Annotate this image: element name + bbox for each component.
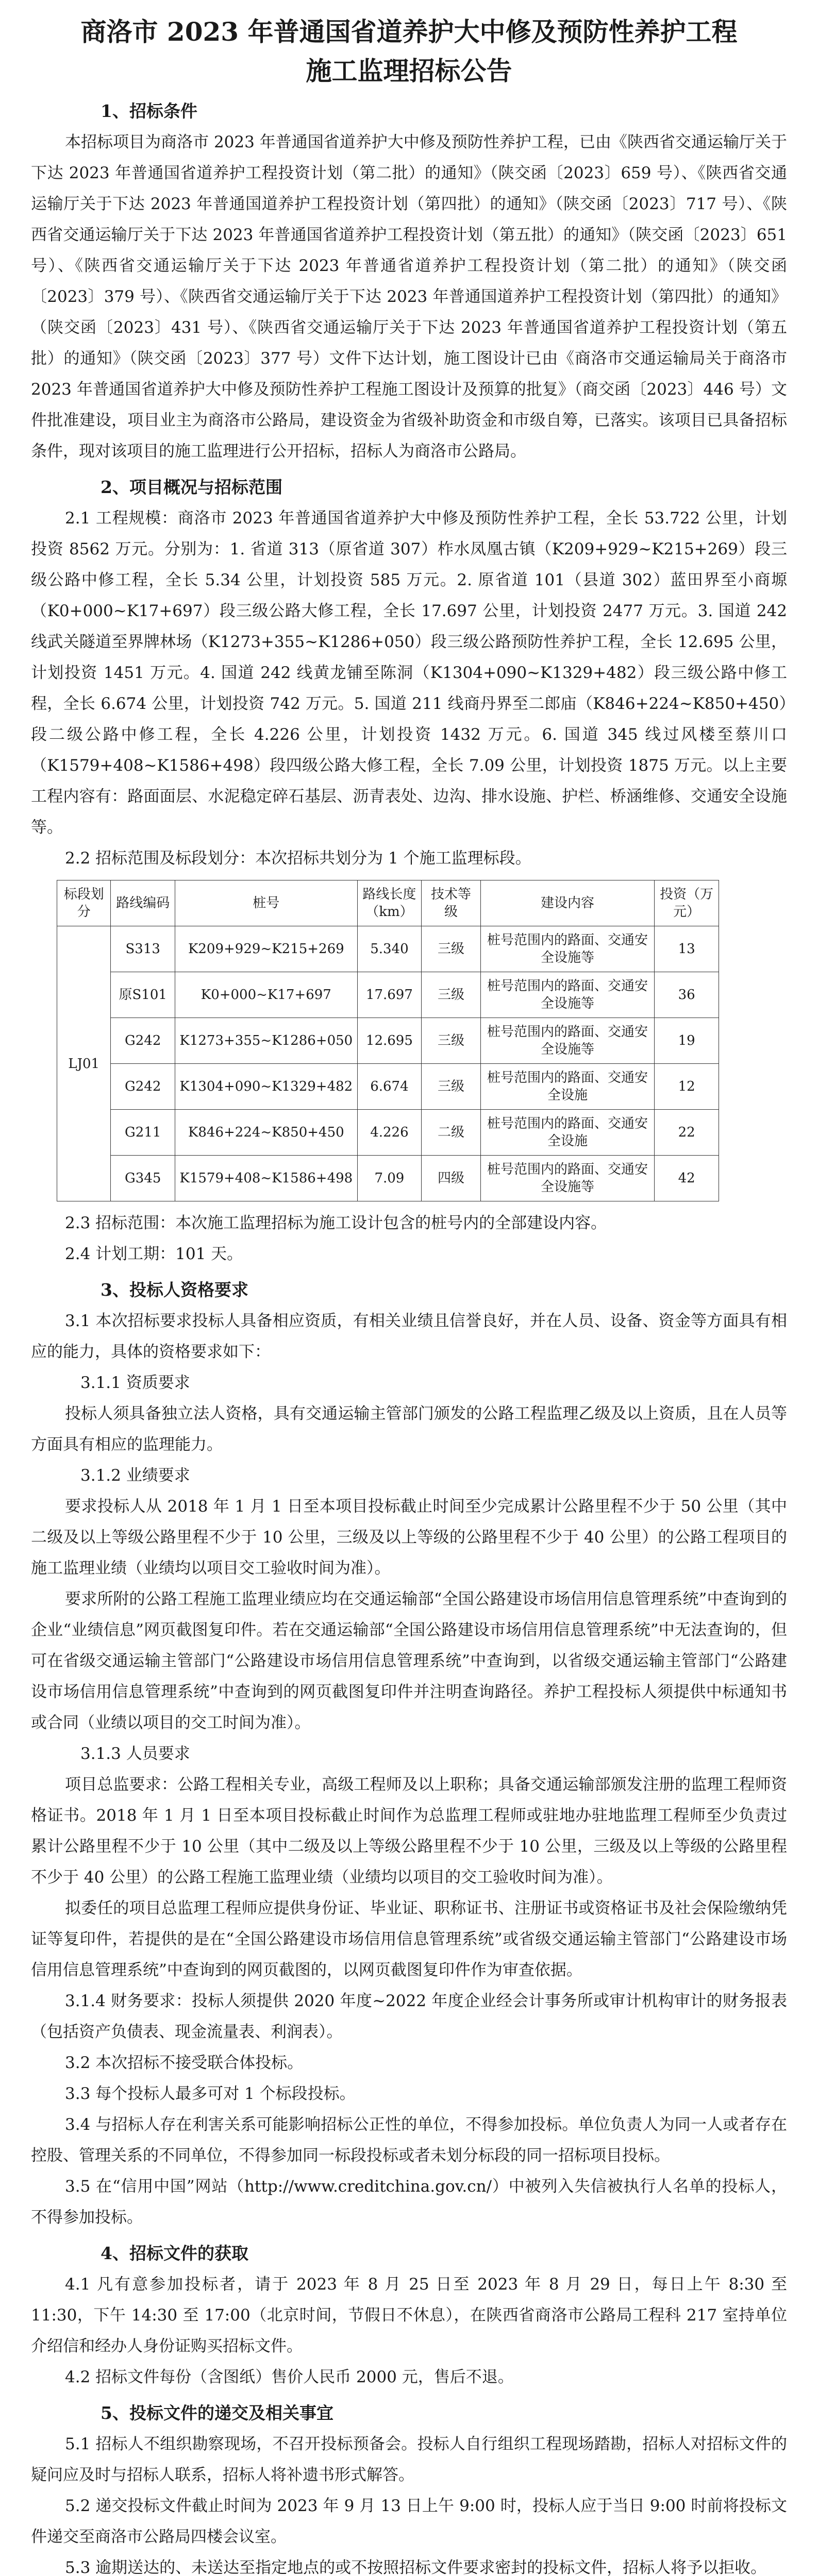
table-cell: 22 [655, 1110, 719, 1156]
section-3-4-text: 3.4 与招标人存在利害关系可能影响招标公正性的单位，不得参加投标。单位负责人为同一人或者存在控股、管理关系的不同单位，不得参加同一标段投标或者未划分标段的同一招标项目投标。 [31, 2115, 787, 2165]
section-2-2-text: 2.2 招标范围及标段划分：本次招标共划分为 1 个施工监理标段。 [65, 849, 531, 868]
table-cell: 桩号范围内的路面、交通安全设施 [480, 1110, 655, 1156]
table-cell: 三级 [422, 972, 481, 1018]
table-header-row [57, 880, 719, 926]
table-cell: K1579+408~K1586+498 [175, 1156, 358, 1201]
section-3-3-text: 3.3 每个投标人最多可对 1 个标段投标。 [65, 2084, 356, 2103]
document-title-line2: 施工监理招标公告 [306, 56, 512, 86]
table-header-cell: 技术等级 [422, 880, 481, 926]
table-row [57, 1064, 719, 1110]
table-row [57, 926, 719, 972]
table-cell: 19 [655, 1018, 719, 1064]
table-cell: K1304+090~K1329+482 [175, 1064, 358, 1110]
table-cell: K209+929~K215+269 [175, 926, 358, 972]
table-cell: G242 [111, 1018, 175, 1064]
table-header-cell: 路线编码 [111, 880, 175, 926]
table-row [57, 1156, 719, 1201]
section-3-1-2-text-a: 要求投标人从 2018 年 1 月 1 日至本项目投标截止时间至少完成累计公路里程不少于 50 公里（其中二级及以上等级公路里程不少于 10 公里，三级及以上等级的公路里程不少于 40 公里）的公路工程项目的施工监理业绩（业绩均以项目交工验收时间为准）。 [31, 1497, 787, 1578]
section-1-text: 本招标项目为商洛市 2023 年普通国省道养护大中修及预防性养护工程，已由《陕西省交通运输厅关于下达 2023 年普通国省道养护工程投资计划（第二批）的通知》（陕交函〔2023〕659 号）、《陕西省交通运输厅关于下达 2023 年普通国道养护工程投资计划（第四批）的通知》（陕交函〔2023〕717 号）、《陕西省交通运输厅关于下达 2023 年普通国省道养护工程投资计划（第五批）的通知》（陕交函〔2023〕651 号）、《陕西省交通运输厅关于下达 2023 年普通省道养护工程投资计划（第二批）的通知》（陕交函〔2023〕379 号）、《陕西省交通运输厅关于下达 2023 年普通国道养护工程投资计划（第四批）的通知》（陕交函〔2023〕431 号）、《陕西省交通运输厅关于下达 2023 年普通国省道养护工程投资计划（第五批）的通知》（陕交函〔2023〕377 号）文件下达计划，施工图设计已由《商洛市交通运输局关于商洛市 2023 年普通国省道养护大中修及预防性养护工程施工图设计及预算的批复》（商交函〔2023〕446 号）文件批准建设，项目业主为商洛市公路局，建设资金为省级补助资金和市级自筹，已落实。该项目已具备招标条件，现对该项目的施工监理进行公开招标，招标人为商洛市公路局。 [31, 133, 787, 461]
section-2-heading: 2、项目概况与招标范围 [101, 477, 282, 497]
table-header-cell: 桩号 [175, 880, 358, 926]
section-4-1-text: 4.1 凡有意参加投标者，请于 2023 年 8 月 25 日至 2023 年 8 月 29 日，每日上午 8:30 至 11:30，下午 14:30 至 17:00（北京时间，节假日不休息），在陕西省商洛市公路局工程科 217 室持单位介绍信和经办人身份证购买招标文件。 [31, 2275, 787, 2355]
section-3-1-1-text: 投标人须具备独立法人资格，具有交通运输主管部门颁发的公路工程监理乙级及以上资质，且在人员等方面具有相应的监理能力。 [31, 1404, 787, 1454]
table-cell: G345 [111, 1156, 175, 1201]
table-header-cell: 路线长度（km） [357, 880, 422, 926]
table-row [57, 1110, 719, 1156]
table-cell: G242 [111, 1064, 175, 1110]
table-cell: K846+224~K850+450 [175, 1110, 358, 1156]
section-5-3-text: 5.3 逾期送达的、未送达至指定地点的或不按照招标文件要求密封的投标文件，招标人将予以拒收。 [65, 2558, 767, 2576]
table-cell: K1273+355~K1286+050 [175, 1018, 358, 1064]
table-cell: S313 [111, 926, 175, 972]
table-cell: 二级 [422, 1110, 481, 1156]
table-cell: 5.340 [357, 926, 422, 972]
table-cell: 桩号范围内的路面、交通安全设施 [480, 1064, 655, 1110]
section-3-1-text: 3.1 本次招标要求投标人具备相应资质，有相关业绩且信誉良好，并在人员、设备、资金等方面具有相应的能力，具体的资格要求如下： [31, 1312, 787, 1361]
table-cell: 三级 [422, 1018, 481, 1064]
section-3-1-3-heading: 3.1.3 人员要求 [80, 1744, 190, 1763]
section-4-2-text: 4.2 招标文件每份（含图纸）售价人民币 2000 元，售后不退。 [65, 2368, 514, 2386]
section-1-heading: 1、招标条件 [101, 101, 197, 121]
section-4-heading: 4、招标文件的获取 [101, 2243, 248, 2263]
section-5-2-text: 5.2 递交投标文件截止时间为 2023 年 9 月 13 日上午 9:00 时，投标人应于当日 9:00 时前将投标文件递交至商洛市公路局四楼会议室。 [31, 2497, 787, 2546]
table-cell: 4.226 [357, 1110, 422, 1156]
table-cell: 桩号范围内的路面、交通安全设施等 [480, 1156, 655, 1201]
table-cell: 36 [655, 972, 719, 1018]
table-row [57, 1018, 719, 1064]
section-2-1-text: 2.1 工程规模：商洛市 2023 年普通国省道养护大中修及预防性养护工程，全长 53.722 公里，计划投资 8562 万元。分别为：1. 省道 313（原省道 307）柞水凤凰古镇（K209+929~K215+269）段三级公路中修工程，全长 5.34 公里，计划投资 585 万元。2. 原省道 101（县道 302）蓝田界至小商塬（K0+000~K17+697）段三级公路大修工程，全长 17.697 公里，计划投资 2477 万元。3. 国道 242 线武关隧道至界牌林场（K1273+355~K1286+050）段三级公路预防性养护工程，全长 12.695 公里，计划投资 1451 万元。4. 国道 242 线黄龙铺至陈洞（K1304+090~K1329+482）段三级公路中修工程，全长 6.674 公里，计划投资 742 万元。5. 国道 211 线商丹界至二郎庙（K846+224~K850+450）段二级公路中修工程，全长 4.226 公里，计划投资 1432 万元。6. 国道 345 线过风楼至蔡川口（K1579+408~K1586+498）段四级公路大修工程，全长 7.09 公里，计划投资 1875 万元。以上主要工程内容有：路面面层、水泥稳定碎石基层、沥青表处、边沟、排水设施、护栏、桥涵维修、交通安全设施等。 [31, 509, 787, 837]
table-header-cell: 投资（万元） [655, 880, 719, 926]
section-3-1-1-heading: 3.1.1 资质要求 [80, 1374, 190, 1392]
section-3-1-3-text-b: 拟委任的项目总监理工程师应提供身份证、毕业证、职称证书、注册证书或资格证书及社会保险缴纳凭证等复印件，若提供的是在“全国公路建设市场信用信息管理系统”或省级交通运输主管部门“公路建设市场信用信息管理系统”中查询到的网页截图的，以网页截图复印件作为审查依据。 [31, 1899, 787, 1979]
section-3-1-2-text-b: 要求所附的公路工程施工监理业绩应均在交通运输部“全国公路建设市场信用信息管理系统”中查询到的企业“业绩信息”网页截图复印件。若在交通运输部“全国公路建设市场信用信息管理系统”中无法查询的，但可在省级交通运输主管部门“公路建设市场信用信息管理系统”中查询到，以省级交通运输主管部门“公路建设市场信用信息管理系统”中查询到的网页截图复印件并注明查询路径。养护工程投标人须提供中标通知书或合同（业绩以项目的交工时间为准）。 [31, 1590, 787, 1732]
bid-section-table [57, 880, 719, 1201]
section-5-1-text: 5.1 招标人不组织勘察现场，不召开投标预备会。投标人自行组织工程现场踏勘，招标人对招标文件的疑问应及时与招标人联系，招标人将补遗书形式解答。 [31, 2435, 787, 2484]
table-cell: 桩号范围内的路面、交通安全设施等 [480, 926, 655, 972]
section-3-5-text: 3.5 在“信用中国”网站（http://www.creditchina.gov.cn/）中被列入失信被执行人名单的投标人，不得参加投标。 [31, 2177, 787, 2227]
table-header-cell: 建设内容 [480, 880, 655, 926]
table-cell: 桩号范围内的路面、交通安全设施等 [480, 972, 655, 1018]
section-5-heading: 5、投标文件的递交及相关事宜 [101, 2403, 333, 2423]
table-cell: G211 [111, 1110, 175, 1156]
document-title-line1: 商洛市 2023 年普通国省道养护大中修及预防性养护工程 [80, 16, 738, 47]
table-cell-section: LJ01 [57, 926, 111, 1201]
table-cell: 12 [655, 1064, 719, 1110]
table-cell: 三级 [422, 926, 481, 972]
section-2-4-text: 2.4 计划工期：101 天。 [65, 1245, 243, 1263]
table-row [57, 972, 719, 1018]
section-2-3-text: 2.3 招标范围：本次施工监理招标为施工设计包含的桩号内的全部建设内容。 [65, 1214, 607, 1232]
table-cell: 13 [655, 926, 719, 972]
table-cell: 6.674 [357, 1064, 422, 1110]
table-cell: 桩号范围内的路面、交通安全设施等 [480, 1018, 655, 1064]
section-3-1-2-heading: 3.1.2 业绩要求 [80, 1466, 190, 1485]
table-cell: 42 [655, 1156, 719, 1201]
table-cell: K0+000~K17+697 [175, 972, 358, 1018]
section-3-heading: 3、投标人资格要求 [101, 1280, 248, 1300]
section-3-2-text: 3.2 本次招标不接受联合体投标。 [65, 2054, 304, 2072]
table-cell: 17.697 [357, 972, 422, 1018]
table-cell: 12.695 [357, 1018, 422, 1064]
table-cell: 7.09 [357, 1156, 422, 1201]
section-3-1-4-text: 3.1.4 财务要求：投标人须提供 2020 年度~2022 年度企业经会计事务所或审计机构审计的财务报表（包括资产负债表、现金流量表、利润表）。 [31, 1992, 787, 2041]
table-header-cell: 标段划分 [57, 880, 111, 926]
table-cell: 三级 [422, 1064, 481, 1110]
table-cell: 原S101 [111, 972, 175, 1018]
section-3-1-3-text-a: 项目总监要求：公路工程相关专业，高级工程师及以上职称；具备交通运输部颁发注册的监理工程师资格证书。2018 年 1 月 1 日至本项目投标截止时间作为总监理工程师或驻地办驻地监理工程师至少负责过累计公路里程不少于 10 公里（其中二级及以上等级公路里程不少于 10 公里，三级及以上等级的公路里程不少于 40 公里）的公路工程施工监理业绩（业绩均以项目的交工验收时间为准）。 [31, 1775, 787, 1887]
document-body [31, 12, 787, 2576]
table-cell: 四级 [422, 1156, 481, 1201]
